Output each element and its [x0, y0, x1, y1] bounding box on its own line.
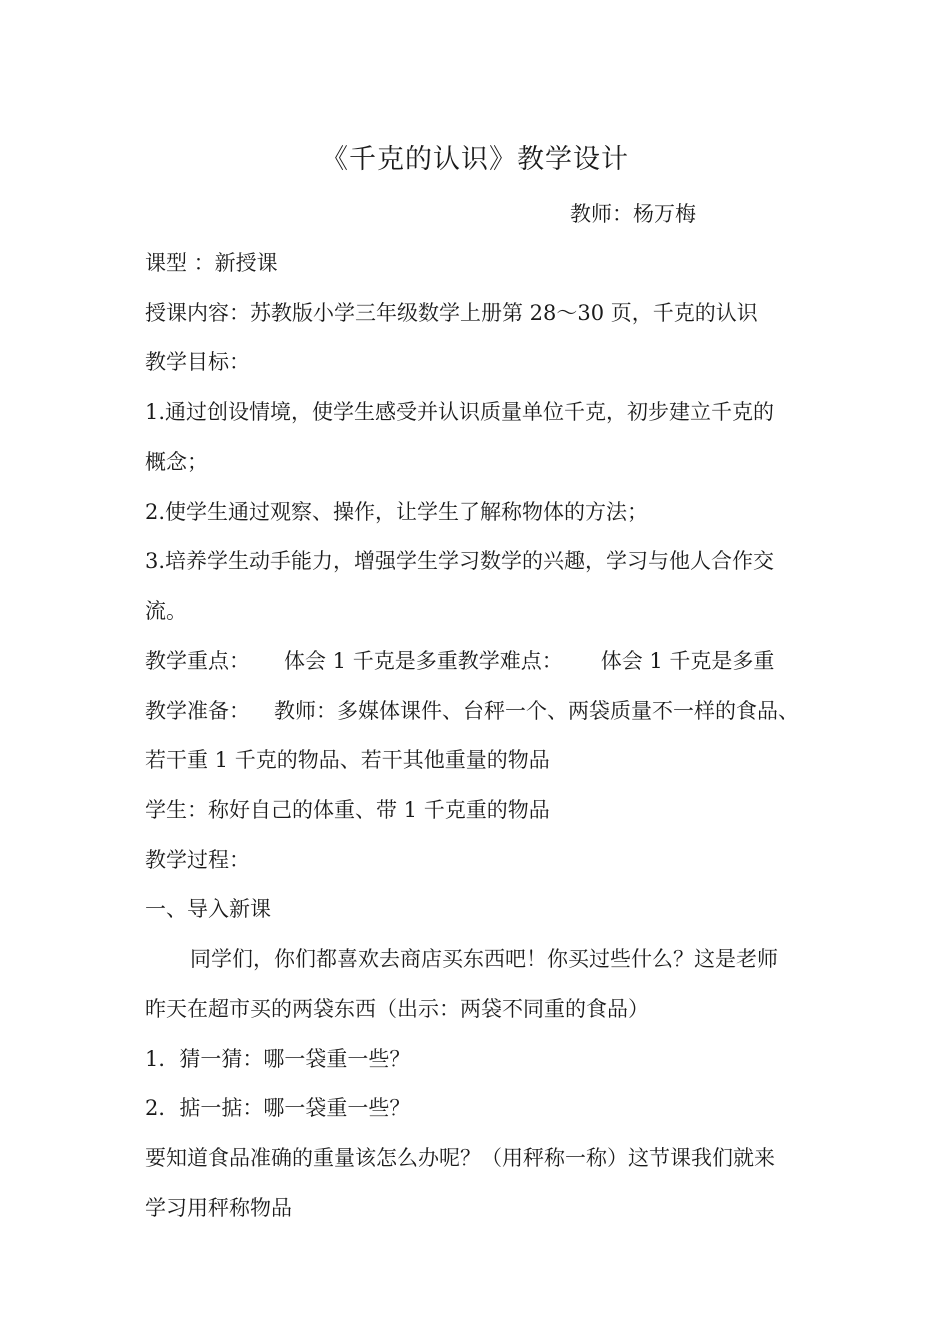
section-heading-1: 一、导入新课: [145, 897, 271, 921]
objectives-heading: 教学目标：: [145, 350, 250, 374]
objective-1-line-1: 1.通过创设情境，使学生感受并认识质量单位千克，初步建立千克的: [145, 400, 775, 424]
key-point-label: 教学重点：: [145, 649, 250, 673]
paragraph-2-line-2: 学习用秤称物品: [145, 1196, 292, 1220]
step-2: 2．掂一掂：哪一袋重一些？: [145, 1096, 411, 1120]
paragraph-1-line-2: 昨天在超市买的两袋东西（出示：两袋不同重的食品）: [145, 997, 649, 1021]
objective-1-line-2: 概念；: [145, 450, 208, 474]
key-point-row: [145, 645, 774, 677]
process-heading: 教学过程：: [145, 848, 250, 872]
objective-2: 2.使学生通过观察、操作，让学生了解称物体的方法；: [145, 500, 649, 524]
preparation-teacher: 教师：多媒体课件、台秤一个、两袋质量不一样的食品、: [274, 699, 799, 723]
preparation-student: 学生：称好自己的体重、带 1 千克重的物品: [145, 798, 550, 822]
step-1: 1．猜一猜：哪一袋重一些？: [145, 1047, 411, 1071]
preparation-row: [145, 695, 799, 727]
objective-3-line-1: 3.培养学生动手能力，增强学生学习数学的兴趣，学习与他人合作交: [145, 549, 775, 573]
paragraph-1-line-1: 同学们，你们都喜欢去商店买东西吧！你买过些什么？这是老师: [190, 947, 778, 971]
lesson-type: 课型 ：新授课: [145, 251, 278, 275]
lesson-content: 授课内容：苏教版小学三年级数学上册第 28～30 页，千克的认识: [145, 301, 758, 325]
objective-3-line-2: 流。: [145, 599, 187, 623]
key-point-text: 体会 1 千克是多重: [284, 649, 458, 673]
document-title: 《千克的认识》教学设计: [321, 144, 629, 175]
teacher-name: 教师：杨万梅: [570, 202, 696, 226]
preparation-label: 教学准备：: [145, 699, 250, 723]
difficulty-label: 教学难点：: [457, 649, 563, 673]
preparation-teacher-line-2: 若干重 1 千克的物品、若干其他重量的物品: [145, 748, 550, 772]
paragraph-2-line-1: 要知道食品准确的重量该怎么办呢？（用秤称一称）这节课我们就来: [145, 1146, 775, 1170]
difficulty-text: 体会 1 千克是多重: [600, 649, 775, 673]
